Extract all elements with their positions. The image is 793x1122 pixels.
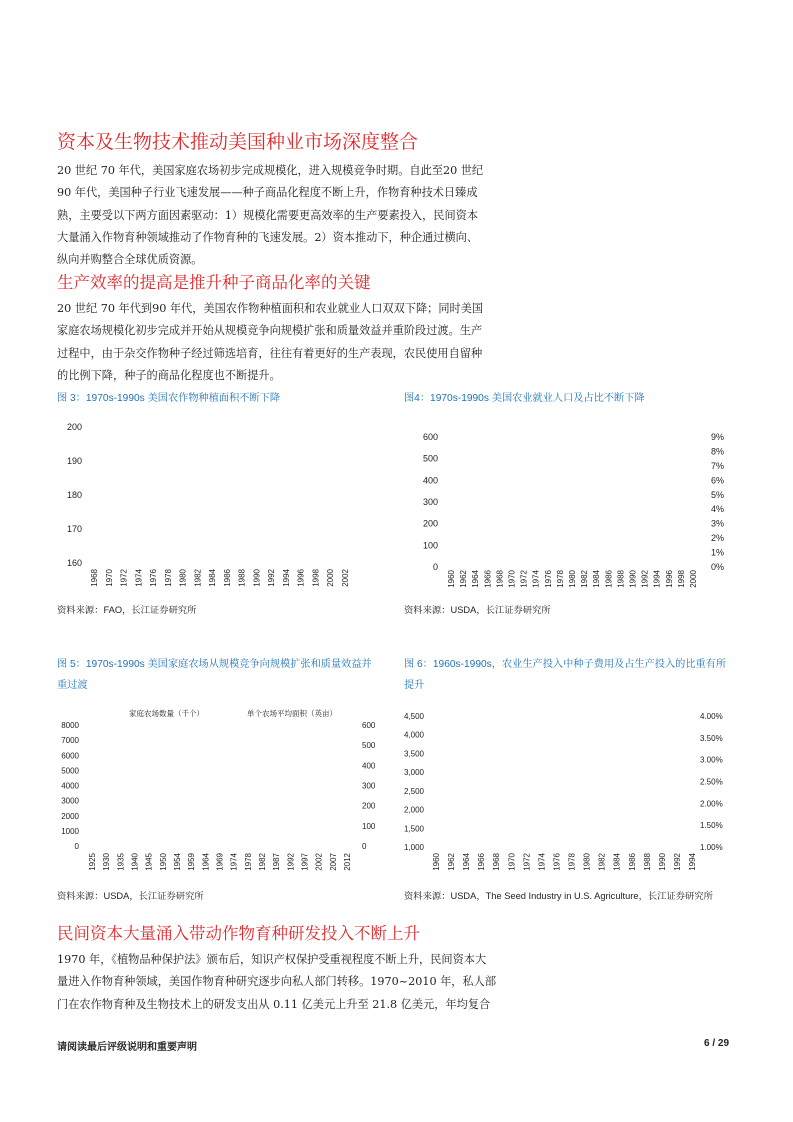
y-tick-label: 170	[66, 524, 82, 534]
x-tick-label: 1972	[119, 569, 129, 587]
x-tick-label: 1998	[676, 570, 686, 588]
x-tick-label: 1986	[604, 570, 614, 588]
x-tick-label: 1982	[193, 569, 203, 587]
x-tick-label: 1959	[187, 853, 197, 871]
x-tick-label: 1976	[552, 853, 562, 871]
x-tick-label: 1940	[130, 853, 140, 871]
figure-5-source: 资料来源：USDA，长江证券研究所	[57, 891, 204, 901]
x-tick-label: 1990	[628, 570, 638, 588]
paragraph-3	[57, 949, 517, 1016]
y-left-tick-label: 7000	[61, 736, 79, 746]
figure-3-title: 图 3：1970s-1990s 美国农作物种植面积不断下降	[57, 393, 281, 404]
paragraph-line: 90 年代，美国种子行业飞速发展——种子商品化程度不断上升，作物育种技术日臻成	[57, 186, 478, 200]
y-tick-label: 200	[66, 422, 82, 432]
x-tick-label: 1994	[652, 570, 662, 588]
x-tick-label: 1992	[286, 853, 296, 871]
y-right-tick-label: 400	[362, 761, 376, 771]
figure-4-source: 资料来源：USDA，长江证券研究所	[404, 605, 551, 615]
x-tick-label: 1930	[102, 853, 112, 871]
y-left-tick-label: 8000	[61, 721, 79, 730]
paragraph-line: 熟，主要受以下两方面因素驱动：1）规模化需要更高效率的生产要素投入，民间资本	[57, 208, 479, 222]
x-tick-label: 1964	[471, 570, 481, 588]
figure-3-source: 资料来源：FAO，长江证券研究所	[57, 605, 197, 615]
y-right-tick-label: 300	[362, 781, 376, 791]
x-tick-label: 1986	[627, 853, 637, 871]
x-tick-label: 1964	[462, 853, 472, 871]
x-tick-label: 1994	[281, 569, 291, 587]
x-tick-label: 1974	[229, 853, 239, 871]
figure-5-title	[57, 654, 387, 696]
paragraph-line: 的比例下降，种子的商品化程度也不断提升。	[57, 368, 281, 382]
y-right-tick-label: 3%	[711, 518, 725, 529]
x-tick-label: 1974	[531, 570, 541, 588]
x-tick-label: 2002	[314, 853, 324, 871]
x-tick-label: 1978	[555, 570, 565, 588]
y-left-tick-label: 5000	[61, 766, 79, 776]
y-right-tick-label: 1.00%	[700, 843, 723, 852]
y-left-tick-label: 4,000	[403, 730, 424, 740]
x-tick-label: 1992	[267, 569, 277, 587]
y-right-tick-label: 2%	[711, 533, 725, 544]
paragraph-line: 门在农作物育种及生物技术上的研发支出从 0.11 亿美元上升至 21.8 亿美元，年均复合	[57, 997, 491, 1011]
x-tick-label: 1966	[477, 853, 487, 871]
x-tick-label: 1945	[144, 853, 154, 871]
x-tick-label: 1950	[158, 853, 168, 871]
y-tick-label: 180	[66, 490, 82, 500]
y-left-tick-label: 3,000	[403, 768, 424, 778]
x-tick-label: 1970	[507, 570, 517, 588]
x-tick-label: 1980	[568, 570, 577, 588]
x-tick-label: 1974	[134, 569, 144, 587]
x-tick-label: 1968	[495, 570, 505, 588]
x-tick-label: 1997	[300, 853, 310, 871]
x-tick-label: 1990	[252, 569, 262, 587]
y-right-tick-label: 4%	[711, 504, 725, 515]
paragraph-line: 家庭农场规模化初步完成并开始从规模竞争向规模扩张和质量效益并重阶段过渡。生产	[57, 324, 483, 338]
x-tick-label: 1966	[483, 570, 493, 588]
y-right-tick-label: 2.50%	[700, 777, 723, 787]
x-tick-label: 2000	[689, 570, 698, 588]
y-left-tick-label: 1000	[61, 826, 79, 836]
y-left-tick-label: 400	[422, 475, 438, 486]
x-tick-label: 1992	[640, 570, 650, 588]
x-tick-label: 1962	[447, 853, 457, 871]
x-tick-label: 2000	[326, 569, 336, 587]
y-right-tick-label: 3.50%	[700, 733, 723, 743]
x-tick-label: 1988	[616, 570, 626, 588]
paragraph-line: 20 世纪 70 年代，美国家庭农场初步完成规模化，进入规模竞争时期。自此至20 世纪	[57, 164, 484, 177]
x-tick-label: 1970	[507, 853, 517, 871]
x-tick-label: 1978	[163, 569, 173, 587]
figure-5-title-line: 图 5：1970s-1990s 美国家庭农场从规模竞争向规模扩张和质量效益并	[57, 659, 372, 670]
x-tick-label: 1988	[642, 853, 652, 871]
x-tick-label: 1972	[522, 853, 532, 871]
y-left-tick-label: 0	[74, 842, 79, 851]
y-left-tick-label: 200	[422, 518, 438, 529]
y-left-tick-label: 1,500	[403, 824, 424, 834]
y-right-tick-label: 1.50%	[700, 821, 723, 831]
y-left-tick-label: 3,500	[403, 749, 424, 759]
x-tick-label: 1980	[582, 853, 592, 871]
paragraph-1	[57, 160, 517, 271]
figure-3-chart	[57, 415, 377, 600]
y-left-tick-label: 4,500	[403, 712, 424, 721]
x-tick-label: 1984	[208, 569, 218, 587]
x-tick-label: 1994	[688, 853, 697, 871]
x-tick-label: 1964	[201, 853, 211, 871]
x-tick-label: 1960	[432, 853, 441, 871]
x-tick-label: 1982	[580, 570, 590, 588]
page-number: 6 / 29	[704, 1038, 730, 1049]
y-left-tick-label: 2000	[61, 811, 79, 821]
x-tick-label: 1978	[567, 853, 577, 871]
x-tick-label: 1954	[173, 853, 182, 871]
x-tick-label: 1988	[237, 569, 247, 587]
x-tick-label: 1992	[672, 853, 682, 871]
x-tick-label: 1960	[447, 570, 456, 588]
x-tick-label: 1990	[657, 853, 667, 871]
section-title-3: 民间资本大量涌入带动作物育种研发投入不断上升	[57, 924, 420, 943]
x-tick-label: 1969	[215, 853, 225, 871]
x-tick-label: 1976	[149, 569, 159, 587]
y-right-tick-label: 2.00%	[700, 799, 723, 809]
x-tick-label: 1974	[537, 853, 547, 871]
paragraph-line: 量进入作物育种领域，美国作物育种研究逐步向私人部门转移。1970~2010 年，私人部	[57, 975, 497, 989]
paragraph-2	[57, 298, 517, 387]
y-right-tick-label: 5%	[711, 489, 725, 500]
x-tick-label: 1968	[492, 853, 502, 871]
figure-6-source: 资料来源：USDA，The Seed Industry in U.S. Agriculture，长江证券研究所	[404, 891, 713, 901]
y-right-tick-label: 9%	[711, 432, 725, 442]
y-right-tick-label: 3.00%	[700, 755, 723, 765]
y-tick-label: 160	[66, 558, 82, 568]
y-right-tick-label: 1%	[711, 547, 725, 558]
legend-farm-area: 单个农场平均面积（英亩）	[247, 709, 337, 718]
x-tick-label: 1935	[116, 853, 126, 871]
y-left-tick-label: 500	[422, 453, 438, 464]
x-tick-label: 1980	[178, 569, 188, 587]
figure-5-chart	[57, 705, 387, 880]
x-tick-label: 1982	[597, 853, 607, 871]
paragraph-line: 纵向并购整合全球优质资源。	[57, 253, 203, 267]
x-tick-label: 1972	[519, 570, 529, 588]
paragraph-line: 过程中，由于杂交作物种子经过筛选培育，往往有着更好的生产表现，农民使用自留种	[57, 346, 483, 360]
figure-6-title	[404, 654, 744, 696]
y-right-tick-label: 8%	[711, 446, 725, 457]
figure-5-title-line: 重过渡	[57, 680, 88, 691]
y-left-tick-label: 1,000	[403, 843, 424, 852]
y-tick-label: 190	[66, 456, 82, 466]
x-tick-label: 1996	[664, 570, 674, 588]
x-tick-label: 1986	[222, 569, 232, 587]
y-left-tick-label: 300	[422, 497, 438, 507]
figure-4-chart	[404, 425, 734, 600]
y-left-tick-label: 2,500	[403, 786, 424, 796]
y-right-tick-label: 0%	[711, 562, 725, 572]
y-left-tick-label: 6000	[61, 751, 79, 761]
x-tick-label: 1970	[104, 569, 114, 587]
figure-6-title-line: 提升	[404, 680, 425, 691]
y-left-tick-label: 600	[422, 432, 438, 442]
figure-4-title: 图4：1970s-1990s 美国农业就业人口及占比不断下降	[404, 393, 645, 404]
figure-6-title-line: 图 6：1960s-1990s，农业生产投入中种子费用及占生产投入的比重有所	[404, 659, 727, 670]
y-right-tick-label: 200	[362, 801, 376, 811]
y-right-tick-label: 100	[362, 821, 376, 831]
y-right-tick-label: 7%	[711, 460, 725, 471]
paragraph-line: 大量涌入作物育种领域推动了作物育种的飞速发展。2）资本推动下，种企通过横向、	[57, 230, 479, 244]
y-left-tick-label: 3000	[61, 796, 79, 806]
x-tick-label: 1984	[592, 570, 602, 588]
y-right-tick-label: 6%	[711, 475, 725, 486]
y-right-tick-label: 4.00%	[700, 712, 723, 721]
x-tick-label: 1978	[243, 853, 253, 871]
paragraph-line: 1970 年，《植物品种保护法》颁布后，知识产权保护受重视程度不断上升，民间资本大	[57, 953, 487, 966]
y-right-tick-label: 0	[362, 842, 367, 851]
x-tick-label: 1987	[272, 853, 282, 871]
y-left-tick-label: 100	[422, 540, 438, 551]
y-left-tick-label: 4000	[61, 781, 79, 791]
x-tick-label: 1982	[258, 853, 267, 871]
x-tick-label: 1968	[90, 569, 99, 587]
paragraph-line: 20 世纪 70 年代到90 年代，美国农作物种植面积和农业就业人口双双下降；同时美国	[57, 302, 484, 315]
x-tick-label: 1996	[296, 569, 306, 587]
x-tick-label: 2002	[341, 569, 350, 587]
x-tick-label: 2012	[343, 853, 352, 871]
y-right-tick-label: 600	[362, 721, 376, 730]
footer-disclaimer: 请阅读最后评级说明和重要声明	[57, 1042, 197, 1053]
y-left-tick-label: 0	[432, 562, 438, 572]
y-right-tick-label: 500	[362, 741, 376, 751]
figure-6-chart	[404, 708, 734, 880]
legend-farm-count: 家庭农场数量（千个）	[129, 709, 204, 718]
section-title-1: 资本及生物技术推动美国种业市场深度整合	[57, 131, 419, 153]
x-tick-label: 1998	[311, 569, 321, 587]
x-tick-label: 1962	[459, 570, 469, 588]
x-tick-label: 2007	[328, 853, 338, 871]
section-title-2: 生产效率的提高是推升种子商品化率的关键	[57, 273, 371, 292]
x-tick-label: 1984	[612, 853, 622, 871]
x-tick-label: 1976	[543, 570, 553, 588]
y-left-tick-label: 2,000	[403, 805, 424, 815]
x-tick-label: 1925	[88, 853, 97, 871]
